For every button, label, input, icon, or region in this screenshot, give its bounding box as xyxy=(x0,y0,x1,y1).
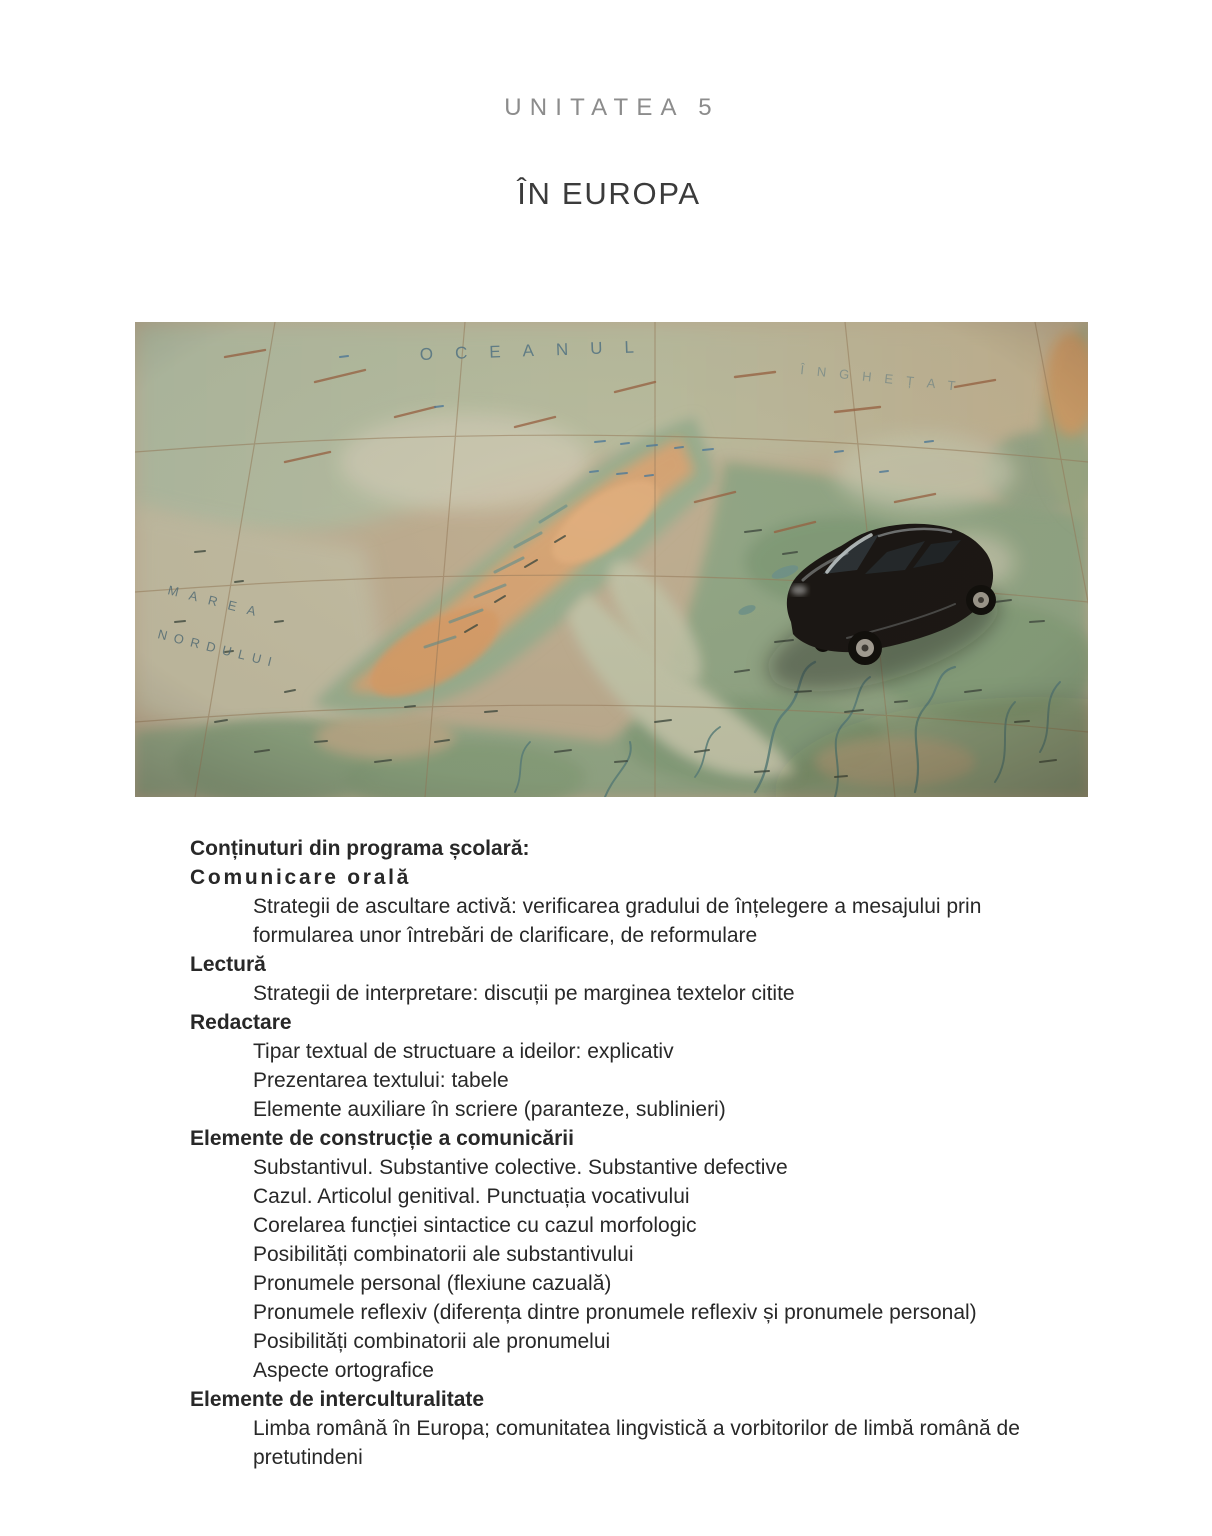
content-line: Prezentarea textului: tabele xyxy=(253,1069,509,1092)
content-line: Corelarea funcției sintactice cu cazul morfologic xyxy=(253,1214,697,1237)
content-line: Pronumele personal (flexiune cazuală) xyxy=(253,1272,612,1295)
unit-label: UNITATEA 5 xyxy=(504,94,720,121)
content-line: formularea unor întrebări de clarificare, de reformulare xyxy=(253,924,758,947)
content-line: Strategii de ascultare activă: verificarea gradului de înțelegere a mesajului prin xyxy=(253,895,982,918)
content-line: Aspecte ortografice xyxy=(253,1359,434,1382)
page-title: ÎN EUROPA xyxy=(517,176,701,211)
photo-warm-cast xyxy=(135,322,1088,797)
map-photo xyxy=(135,322,1088,797)
content-line: Limba română în Europa; comunitatea lingvistică a vorbitorilor de limbă română de xyxy=(253,1417,1020,1440)
content-line: Elemente de interculturalitate xyxy=(190,1388,485,1411)
content-line: Posibilități combinatorii ale substantivului xyxy=(253,1243,634,1266)
content-line: Redactare xyxy=(190,1011,292,1034)
contents-list xyxy=(190,834,1090,1472)
content-line: Cazul. Articolul genitival. Punctuația vocativului xyxy=(253,1185,690,1208)
content-line: Posibilități combinatorii ale pronumelui xyxy=(253,1330,611,1353)
content-line: Pronumele reflexiv (diferența dintre pronumele reflexiv și pronumele personal) xyxy=(253,1301,977,1324)
content-line: Comunicare orală xyxy=(190,866,412,889)
content-line: Tipar textual de structuare a ideilor: explicativ xyxy=(253,1040,674,1063)
content-line: Elemente auxiliare în scriere (paranteze, sublinieri) xyxy=(253,1098,726,1121)
content-line: Substantivul. Substantive colective. Substantive defective xyxy=(253,1156,788,1179)
content-line: Elemente de construcție a comunicării xyxy=(190,1127,574,1150)
content-line: Conținuturi din programa școlară: xyxy=(190,837,530,860)
content-line: pretutindeni xyxy=(253,1446,363,1469)
content-line: Strategii de interpretare: discuții pe marginea textelor citite xyxy=(253,982,795,1005)
content-line: Lectură xyxy=(190,953,266,976)
map-photo-illustration xyxy=(135,322,1088,797)
